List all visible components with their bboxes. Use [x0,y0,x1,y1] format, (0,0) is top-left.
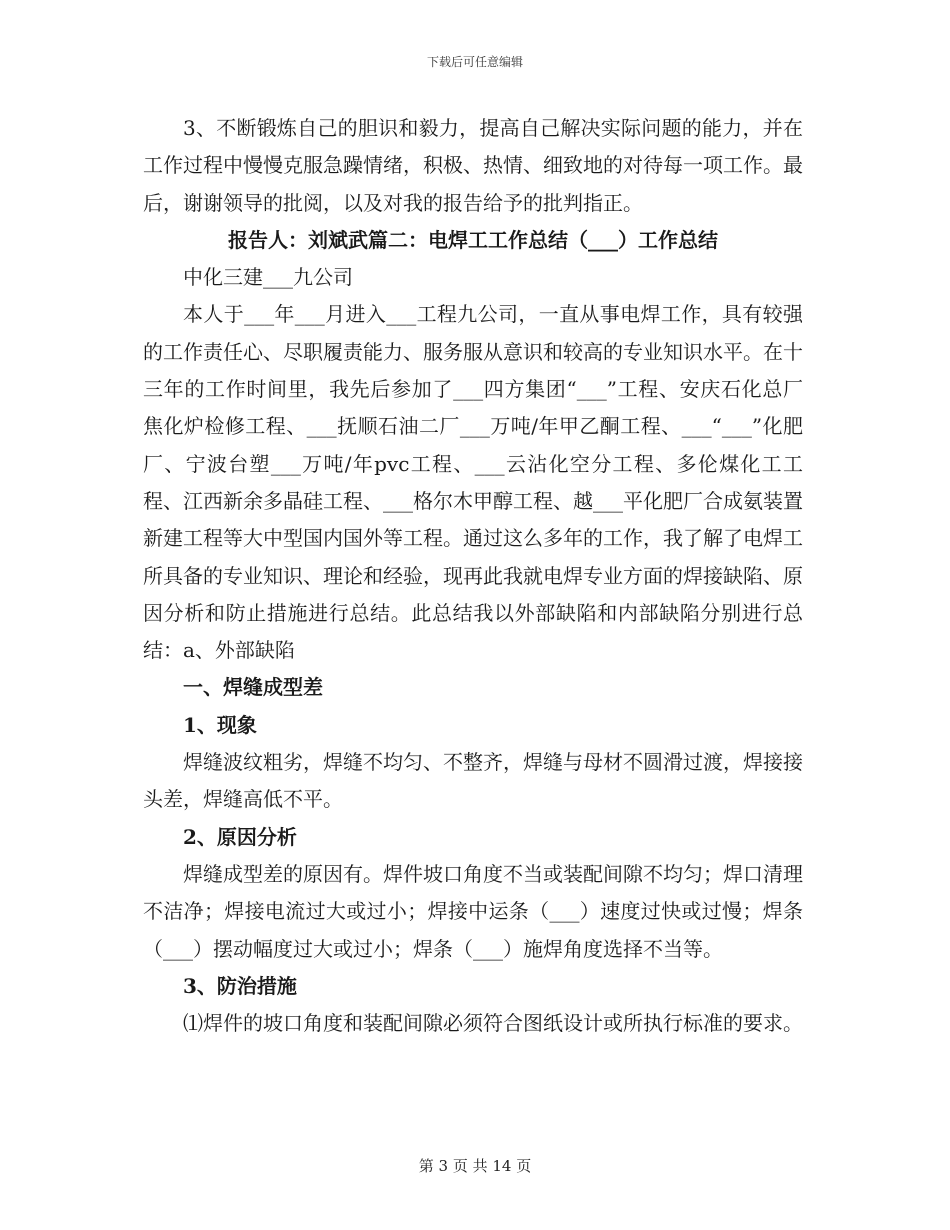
heading-cause-analysis: 2、原因分析 [183,824,297,849]
page-header-note: 下载后可任意编辑 [426,55,523,69]
heading-phenomenon: 1、现象 [183,712,257,737]
heading-prevention: 3、防治措施 [183,973,297,998]
heading-weld-shape: 一、焊缝成型差 [183,675,323,700]
paragraph-main: 本人于___年___月进入___工程九公司，一直从事电焊工作，具有较强的工作责任心、尽职履责能力、服务服从意识和较高的专业知识水平。在十三年的工作时间里，我先后参加了___四方集团“___”工程、安庆石化总厂焦化炉检修工程、___抚顺石油二厂___万吨/年甲乙酮工程、___“___”化肥厂、宁波台塑___万吨/年pvc工程、___云沾化空分工程、多伦煤化工工程、江西新余多晶硅工程、___格尔木甲醇工程、越___平化肥厂合成氨装置新建工程等大中型国内国外等工程。通过这么多年的工作，我了解了电焊工所具备的专业知识、理论和经验，现再此我就电焊专业方面的焊接缺陷、原因分析和防止措施进行总结。此总结我以外部缺陷和内部缺陷分别进行总结：a、外部缺陷 [143,302,803,663]
company-line: 中化三建___九公司 [183,265,353,290]
document-body [143,110,803,1042]
paragraph-intro: 3、不断锻炼自己的胆识和毅力，提高自己解决实际问题的能力，并在工作过程中慢慢克服急躁情绪，积极、热情、细致地的对待每一项工作。最后，谢谢领导的批阅，以及对我的报告给予的批判指正。 [143,116,803,215]
page-number: 第 3 页 共 14 页 [418,1157,532,1175]
section-title: 报告人：刘斌武篇二：电焊工工作总结（___）工作总结 [228,227,718,252]
paragraph-measure-1: ⑴焊件的坡口角度和装配间隙必须符合图纸设计或所执行标准的要求。 [183,1011,803,1036]
paragraph-phenomenon: 焊缝波纹粗劣，焊缝不均匀、不整齐，焊缝与母材不圆滑过渡，焊接接头差，焊缝高低不平。 [143,750,803,812]
paragraph-cause: 焊缝成型差的原因有。焊件坡口角度不当或装配间隙不均匀；焊口清理不洁净；焊接电流过大或过小；焊接中运条（___）速度过快或过慢；焊条（___）摆动幅度过大或过小；焊条（___）施焊角度选择不当等。 [143,861,803,961]
